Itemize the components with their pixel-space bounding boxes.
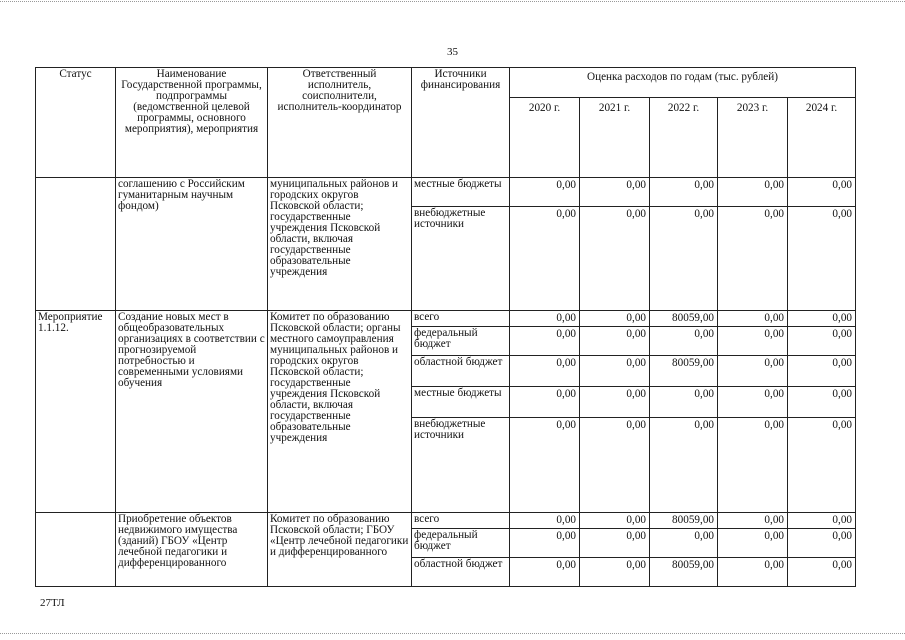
value-2024: 0,00: [788, 558, 856, 587]
value-2023: 0,00: [718, 311, 788, 327]
value-2024: 0,00: [788, 387, 856, 418]
value-2024: 0,00: [788, 529, 856, 558]
value-2022: 80059,00: [650, 513, 718, 529]
value-2024: 0,00: [788, 418, 856, 513]
header-year-2020: 2020 г.: [510, 98, 580, 178]
block-name: Приобретение объектов недвижимого имущества (зданий) ГБОУ «Центр лечебной педагогики и дифференцированного: [116, 513, 268, 587]
value-2021: 0,00: [580, 529, 650, 558]
scan-edge-top: [0, 1, 905, 5]
value-2020: 0,00: [510, 311, 580, 327]
header-row: [36, 68, 856, 98]
block-status: Мероприятие 1.1.12.: [36, 311, 116, 513]
funding-source: федеральный бюджет: [412, 327, 510, 356]
value-2023: 0,00: [718, 387, 788, 418]
funding-source: местные бюджеты: [412, 178, 510, 207]
value-2022: 0,00: [650, 327, 718, 356]
header-sources: Источники финансирования: [412, 68, 510, 178]
value-2023: 0,00: [718, 356, 788, 387]
value-2022: 0,00: [650, 418, 718, 513]
value-2021: 0,00: [580, 311, 650, 327]
value-2021: 0,00: [580, 558, 650, 587]
funding-source: внебюджетные источники: [412, 207, 510, 311]
value-2022: 80059,00: [650, 311, 718, 327]
funding-source: местные бюджеты: [412, 387, 510, 418]
block-responsible: Комитет по образованию Псковской области; ГБОУ «Центр лечебной педагогики и дифференцированного: [268, 513, 412, 587]
table-row: [36, 178, 856, 207]
value-2023: 0,00: [718, 178, 788, 207]
value-2023: 0,00: [718, 529, 788, 558]
value-2024: 0,00: [788, 207, 856, 311]
value-2021: 0,00: [580, 418, 650, 513]
header-name: Наименование Государственной программы, подпрограммы (ведомственной целевой программы, основного мероприятия), мероприятия: [116, 68, 268, 178]
funding-source: всего: [412, 513, 510, 529]
header-year-2024: 2024 г.: [788, 98, 856, 178]
value-2022: 80059,00: [650, 356, 718, 387]
value-2022: 80059,00: [650, 558, 718, 587]
block-status: [36, 513, 116, 587]
table-row: [36, 311, 856, 327]
value-2021: 0,00: [580, 513, 650, 529]
funding-source: внебюджетные источники: [412, 418, 510, 513]
value-2020: 0,00: [510, 558, 580, 587]
block-name: соглашению с Российским гуманитарным научным фондом): [116, 178, 268, 311]
block-responsible: Комитет по образованию Псковской области; органы местного самоуправления муниципальных районов и городских округов Псковской области; государственные учреждения Псковской области, включая государственные образовательные учреждения: [268, 311, 412, 513]
value-2024: 0,00: [788, 327, 856, 356]
value-2024: 0,00: [788, 356, 856, 387]
block-status: [36, 178, 116, 311]
value-2021: 0,00: [580, 207, 650, 311]
document-code: 27ТЛ: [40, 597, 65, 609]
funding-source: всего: [412, 311, 510, 327]
value-2020: 0,00: [510, 387, 580, 418]
value-2024: 0,00: [788, 178, 856, 207]
value-2023: 0,00: [718, 558, 788, 587]
value-2023: 0,00: [718, 418, 788, 513]
header-status: Статус: [36, 68, 116, 178]
funding-source: областной бюджет: [412, 558, 510, 587]
value-2021: 0,00: [580, 387, 650, 418]
block-responsible: муниципальных районов и городских округов Псковской области; государственные учреждения Псковской области, включая государственные образовательные учреждения: [268, 178, 412, 311]
value-2023: 0,00: [718, 207, 788, 311]
header-year-2023: 2023 г.: [718, 98, 788, 178]
value-2022: 0,00: [650, 387, 718, 418]
value-2020: 0,00: [510, 207, 580, 311]
page-number: 35: [447, 46, 458, 58]
value-2024: 0,00: [788, 311, 856, 327]
value-2020: 0,00: [510, 529, 580, 558]
value-2020: 0,00: [510, 178, 580, 207]
header-costs: Оценка расходов по годам (тыс. рублей): [510, 68, 856, 98]
budget-table: [35, 67, 856, 587]
value-2024: 0,00: [788, 513, 856, 529]
value-2022: 0,00: [650, 178, 718, 207]
value-2020: 0,00: [510, 327, 580, 356]
table-row: [36, 513, 856, 529]
value-2023: 0,00: [718, 327, 788, 356]
value-2020: 0,00: [510, 356, 580, 387]
funding-source: областной бюджет: [412, 356, 510, 387]
value-2022: 0,00: [650, 529, 718, 558]
header-year-2022: 2022 г.: [650, 98, 718, 178]
header-responsible: Ответственный исполнитель, соисполнители, исполнитель-координатор: [268, 68, 412, 178]
value-2021: 0,00: [580, 327, 650, 356]
value-2021: 0,00: [580, 356, 650, 387]
value-2021: 0,00: [580, 178, 650, 207]
value-2020: 0,00: [510, 513, 580, 529]
header-year-2021: 2021 г.: [580, 98, 650, 178]
value-2020: 0,00: [510, 418, 580, 513]
block-name: Создание новых мест в общеобразовательных организациях в соответствии с прогнозируемой потребностью и современными условиями обучения: [116, 311, 268, 513]
value-2022: 0,00: [650, 207, 718, 311]
scan-edge-bottom: [0, 633, 905, 637]
funding-source: федеральный бюджет: [412, 529, 510, 558]
value-2023: 0,00: [718, 513, 788, 529]
